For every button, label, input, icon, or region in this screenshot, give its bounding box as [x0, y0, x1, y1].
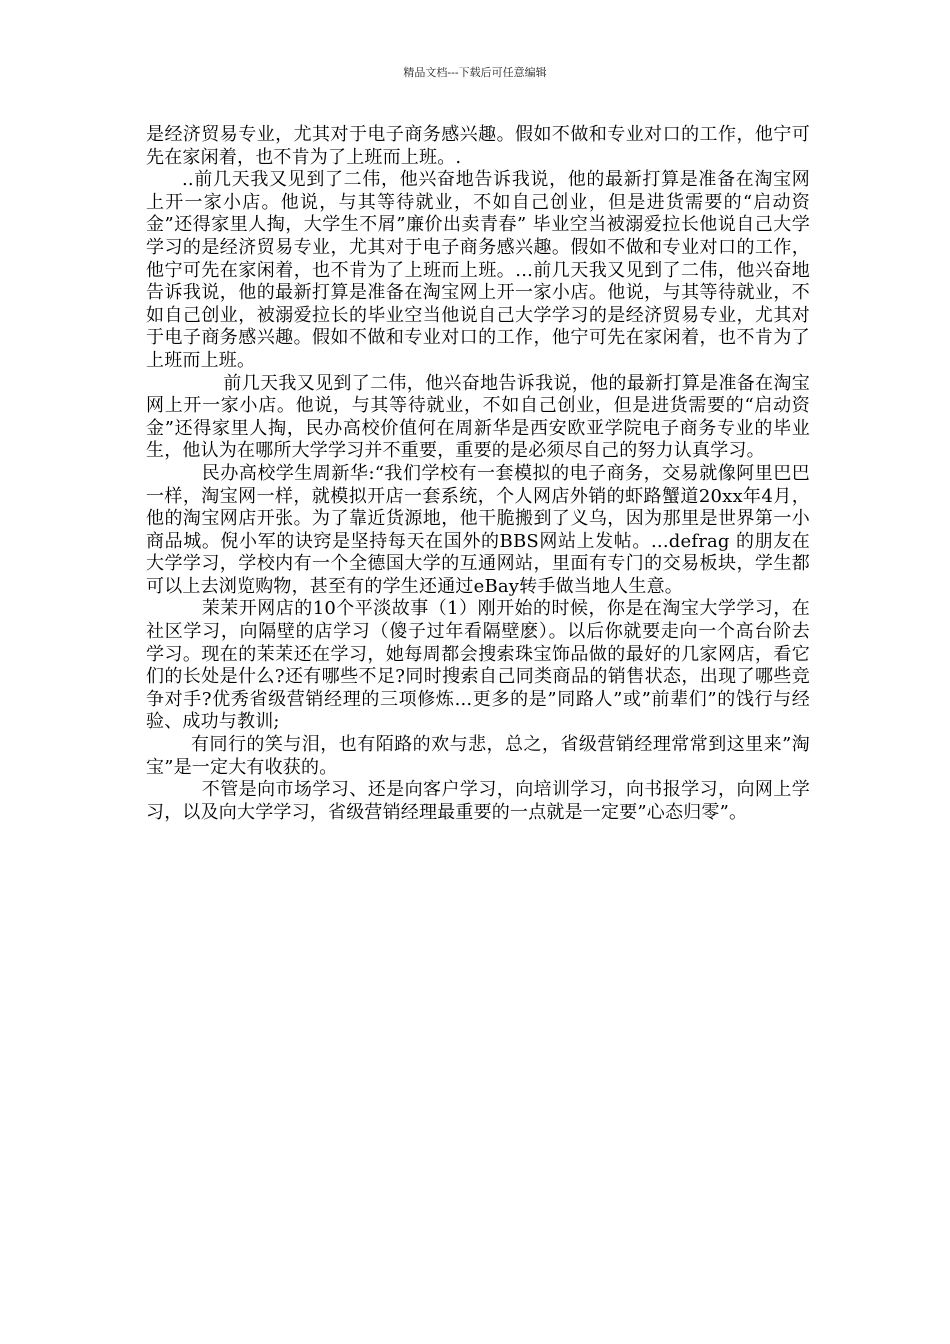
- paragraph-3: 前几天我又见到了二伟，他兴奋地告诉我说，他的最新打算是准备在淘宝网上开一家小店。他说，与其等待就业，不如自己创业，但是进货需要的“启动资金”还得家里人掏，民办高校价值何在周新华是西安欧亚学院电子商务专业的毕业生，他认为在哪所大学学习并不重要，重要的是必须尽自己的努力认真学习。: [146, 372, 810, 462]
- paragraph-1: 是经济贸易专业，尤其对于电子商务感兴趣。假如不做和专业对口的工作，他宁可先在家闲着，也不肯为了上班而上班。.: [146, 124, 810, 168]
- paragraph-5: 茉茉开网店的10个平淡故事（1）刚开始的时候，你是在淘宝大学学习，在社区学习，向隔壁的店学习（傻子过年看隔壁麽）。以后你就要走向一个高台阶去学习。现在的茉茉还在学习，她每周都会搜索珠宝饰品做的最好的几家网店，看它们的长处是什么?还有哪些不足?同时搜索自己同类商品的销售状态，出现了哪些竞争对手?优秀省级营销经理的三项修炼...更多的是”同路人”或”前辈们”的饯行与经验、成功与教训;: [146, 598, 810, 733]
- page-header: 精品文档---下载后可任意编辑: [403, 66, 547, 79]
- document-body: [146, 124, 810, 824]
- paragraph-6: 有同行的笑与泪，也有陌路的欢与悲，总之，省级营销经理常常到这里来”淘宝”是一定大有收获的。: [146, 734, 810, 778]
- paragraph-2: ..前几天我又见到了二伟，他兴奋地告诉我说，他的最新打算是准备在淘宝网上开一家小店。他说，与其等待就业，不如自己创业，但是进货需要的“启动资金”还得家里人掏，大学生不屑”廉价出卖青春” 毕业空当被溺爱拉长他说自己大学学习的是经济贸易专业，尤其对于电子商务感兴趣。假如不做和专业对口的工作，他宁可先在家闲着，也不肯为了上班而上班。...前几天我又见到了二伟，他兴奋地告诉我说，他的最新打算是准备在淘宝网上开一家小店。他说，与其等待就业，不如自己创业，被溺爱拉长的毕业空当他说自己大学学习的是经济贸易专业，尤其对于电子商务感兴趣。假如不做和专业对口的工作，他宁可先在家闲着，也不肯为了上班而上班。: [146, 169, 810, 371]
- paragraph-4: 民办高校学生周新华:“我们学校有一套模拟的电子商务，交易就像阿里巴巴一样，淘宝网一样，就模拟开店一套系统，个人网店外销的虾路蟹道20xx年4月，他的淘宝网店开张。为了靠近货源地，他干脆搬到了义乌，因为那里是世界第一小商品城。倪小军的诀窍是坚持每天在国外的BBS网站上发帖。...defrag 的朋友在大学学习，学校内有一个全德国大学的互通网站，里面有专门的交易板块，学生都可以上去浏览购物，甚至有的学生还通过eBay转手做当地人生意。: [146, 462, 810, 597]
- paragraph-7: 不管是向市场学习、还是向客户学习，向培训学习，向书报学习，向网上学习，以及向大学学习，省级营销经理最重要的一点就是一定要”心态归零”。: [146, 779, 810, 823]
